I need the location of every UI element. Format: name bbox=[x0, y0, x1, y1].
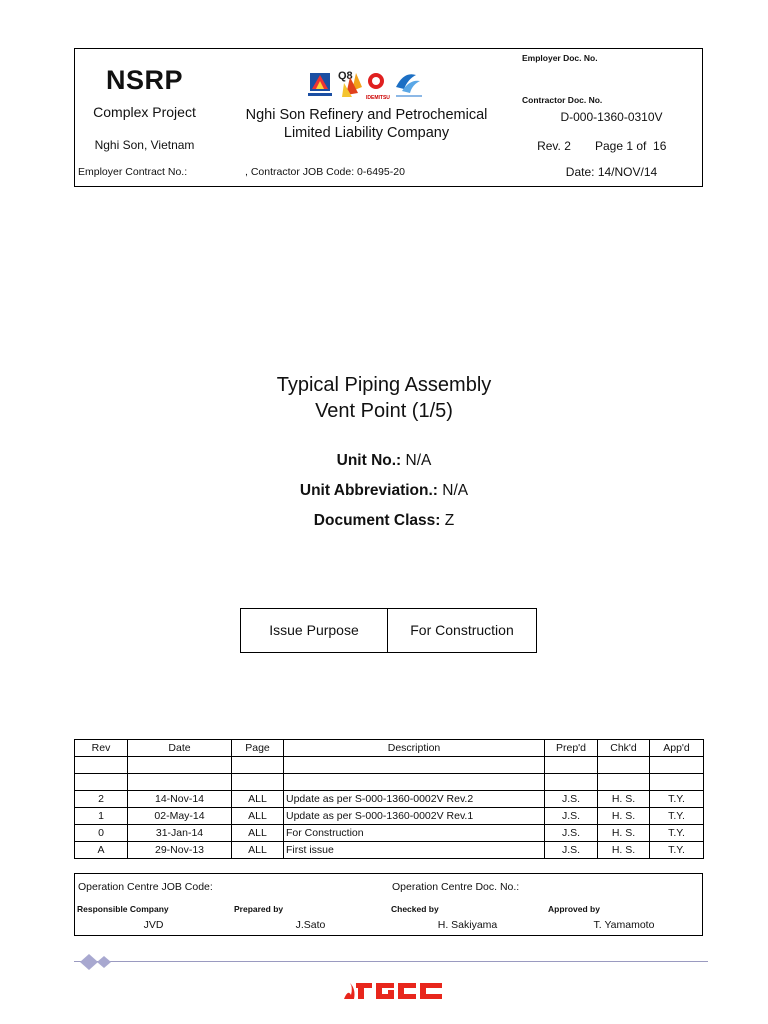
prepared-by-value: J.Sato bbox=[295, 919, 326, 931]
contract-cell bbox=[75, 160, 519, 186]
unit-abbreviation-value: N/A bbox=[442, 482, 469, 499]
project-block bbox=[75, 49, 214, 160]
cell-approved bbox=[650, 757, 704, 774]
table-row bbox=[75, 757, 704, 774]
document-class-label: Document Class: bbox=[313, 512, 445, 529]
mitsui-chemicals-logo bbox=[396, 74, 422, 97]
cell-prepared: J.S. bbox=[545, 825, 598, 842]
table-row bbox=[75, 774, 704, 791]
cell-date bbox=[128, 774, 232, 791]
responsible-company-cell bbox=[75, 901, 232, 935]
unit-abbreviation-label: Unit Abbreviation.: bbox=[299, 482, 443, 499]
employer-doc-label: Employer Doc. No. bbox=[522, 53, 598, 63]
cell-description: For Construction bbox=[284, 825, 545, 842]
svg-text:IDEMITSU: IDEMITSU bbox=[366, 95, 390, 101]
cell-description: Update as per S-000-1360-0002V Rev.1 bbox=[284, 808, 545, 825]
approved-by-value: T. Yamamoto bbox=[593, 919, 655, 931]
col-description: Description bbox=[284, 740, 545, 757]
cell-description bbox=[284, 757, 545, 774]
cell-checked: H. S. bbox=[598, 808, 650, 825]
employer-contract-label: Employer Contract No.: bbox=[78, 166, 188, 178]
approval-block bbox=[74, 873, 703, 936]
document-header bbox=[74, 48, 703, 187]
approved-by-label: Approved by bbox=[548, 904, 600, 914]
responsible-company-value: JVD bbox=[143, 919, 164, 931]
title-line2: Vent Point (1/5) bbox=[315, 400, 453, 422]
prepared-by-cell bbox=[232, 901, 389, 935]
idemitsu-logo bbox=[366, 73, 390, 101]
cell-date: 02-May-14 bbox=[128, 808, 232, 825]
checked-by-cell bbox=[389, 901, 546, 935]
cell-description: First issue bbox=[284, 842, 545, 859]
revision-table bbox=[74, 739, 704, 859]
unit-abbreviation bbox=[0, 482, 768, 500]
cell-prepared bbox=[545, 757, 598, 774]
project-code: NSRP bbox=[105, 65, 183, 95]
cell-rev bbox=[75, 757, 128, 774]
company-name-line2: Limited Liability Company bbox=[283, 125, 450, 141]
issue-purpose-label: Issue Purpose bbox=[241, 609, 388, 652]
table-row bbox=[75, 842, 704, 859]
cell-page: ALL bbox=[232, 808, 284, 825]
document-class bbox=[0, 512, 768, 530]
unit-no-value: N/A bbox=[405, 452, 432, 469]
cell-checked: H. S. bbox=[598, 791, 650, 808]
company-name-line1: Nghi Son Refinery and Petrochemical bbox=[245, 107, 488, 123]
cell-checked: H. S. bbox=[598, 842, 650, 859]
contractor-doc-number: D-000-1360-0310V bbox=[560, 110, 663, 124]
partner-logos bbox=[304, 67, 464, 103]
cell-rev: 1 bbox=[75, 808, 128, 825]
footer-divider bbox=[74, 961, 708, 962]
operation-centre-job-code-cell bbox=[75, 874, 389, 901]
employer-doc-cell bbox=[519, 49, 704, 91]
cell-description: Update as per S-000-1360-0002V Rev.2 bbox=[284, 791, 545, 808]
page-cell bbox=[589, 133, 704, 160]
contractor-doc-cell bbox=[519, 91, 704, 133]
cell-prepared: J.S. bbox=[545, 791, 598, 808]
cell-rev: 2 bbox=[75, 791, 128, 808]
date-cell bbox=[519, 160, 704, 186]
cell-date: 31-Jan-14 bbox=[128, 825, 232, 842]
company-block bbox=[214, 49, 519, 160]
cell-page: ALL bbox=[232, 791, 284, 808]
col-page: Page bbox=[232, 740, 284, 757]
diamond-ornament-icon bbox=[79, 953, 119, 971]
cell-page: ALL bbox=[232, 825, 284, 842]
col-approved: App'd bbox=[650, 740, 704, 757]
project-subtitle: Complex Project bbox=[93, 104, 196, 120]
table-row bbox=[75, 808, 704, 825]
cell-rev: 0 bbox=[75, 825, 128, 842]
project-location: Nghi Son, Vietnam bbox=[94, 138, 195, 152]
cell-approved: T.Y. bbox=[650, 791, 704, 808]
operation-centre-doc-no-cell bbox=[389, 874, 702, 901]
issue-purpose-box bbox=[240, 608, 537, 653]
cell-approved bbox=[650, 774, 704, 791]
revision-table-header bbox=[75, 740, 704, 757]
unit-no bbox=[0, 452, 768, 470]
cell-rev bbox=[75, 774, 128, 791]
table-row bbox=[75, 825, 704, 842]
col-checked: Chk'd bbox=[598, 740, 650, 757]
contractor-doc-label: Contractor Doc. No. bbox=[522, 95, 603, 105]
document-date: Date: 14/NOV/14 bbox=[565, 165, 658, 179]
operation-centre-job-code-label: Operation Centre JOB Code: bbox=[78, 881, 213, 893]
title-line1: Typical Piping Assembly bbox=[276, 374, 492, 396]
cell-prepared bbox=[545, 774, 598, 791]
document-title bbox=[0, 372, 768, 424]
cell-page bbox=[232, 757, 284, 774]
company-name bbox=[214, 106, 519, 142]
checked-by-label: Checked by bbox=[391, 904, 439, 914]
col-rev: Rev bbox=[75, 740, 128, 757]
svg-text:Q8: Q8 bbox=[338, 70, 353, 82]
responsible-company-label: Responsible Company bbox=[77, 904, 169, 914]
checked-by-value: H. Sakiyama bbox=[437, 919, 498, 931]
approved-by-cell bbox=[546, 901, 702, 935]
cell-page: ALL bbox=[232, 842, 284, 859]
page-text: Page 1 of 16 bbox=[595, 139, 667, 153]
issue-purpose-value: For Construction bbox=[410, 622, 514, 638]
cell-approved: T.Y. bbox=[650, 842, 704, 859]
cell-checked bbox=[598, 757, 650, 774]
cell-prepared: J.S. bbox=[545, 808, 598, 825]
cell-checked bbox=[598, 774, 650, 791]
revision-text: Rev. 2 bbox=[537, 139, 571, 153]
revision-cell bbox=[519, 133, 589, 160]
document-class-value: Z bbox=[444, 512, 455, 529]
cell-date: 14-Nov-14 bbox=[128, 791, 232, 808]
cell-approved: T.Y. bbox=[650, 825, 704, 842]
unit-no-label: Unit No.: bbox=[336, 452, 406, 469]
operation-centre-doc-no-label: Operation Centre Doc. No.: bbox=[392, 881, 520, 893]
contractor-job-code: , Contractor JOB Code: 0-6495-20 bbox=[245, 166, 405, 178]
col-date: Date bbox=[128, 740, 232, 757]
cell-description bbox=[284, 774, 545, 791]
q8-logo bbox=[338, 70, 362, 97]
petrovietnam-logo bbox=[308, 73, 332, 96]
cell-prepared: J.S. bbox=[545, 842, 598, 859]
table-row bbox=[75, 791, 704, 808]
cell-date bbox=[128, 757, 232, 774]
cell-date: 29-Nov-13 bbox=[128, 842, 232, 859]
col-prepared: Prep'd bbox=[545, 740, 598, 757]
cell-rev: A bbox=[75, 842, 128, 859]
cell-page bbox=[232, 774, 284, 791]
prepared-by-label: Prepared by bbox=[234, 904, 284, 914]
cell-checked: H. S. bbox=[598, 825, 650, 842]
jgc-logo bbox=[342, 979, 450, 1001]
cell-approved: T.Y. bbox=[650, 808, 704, 825]
